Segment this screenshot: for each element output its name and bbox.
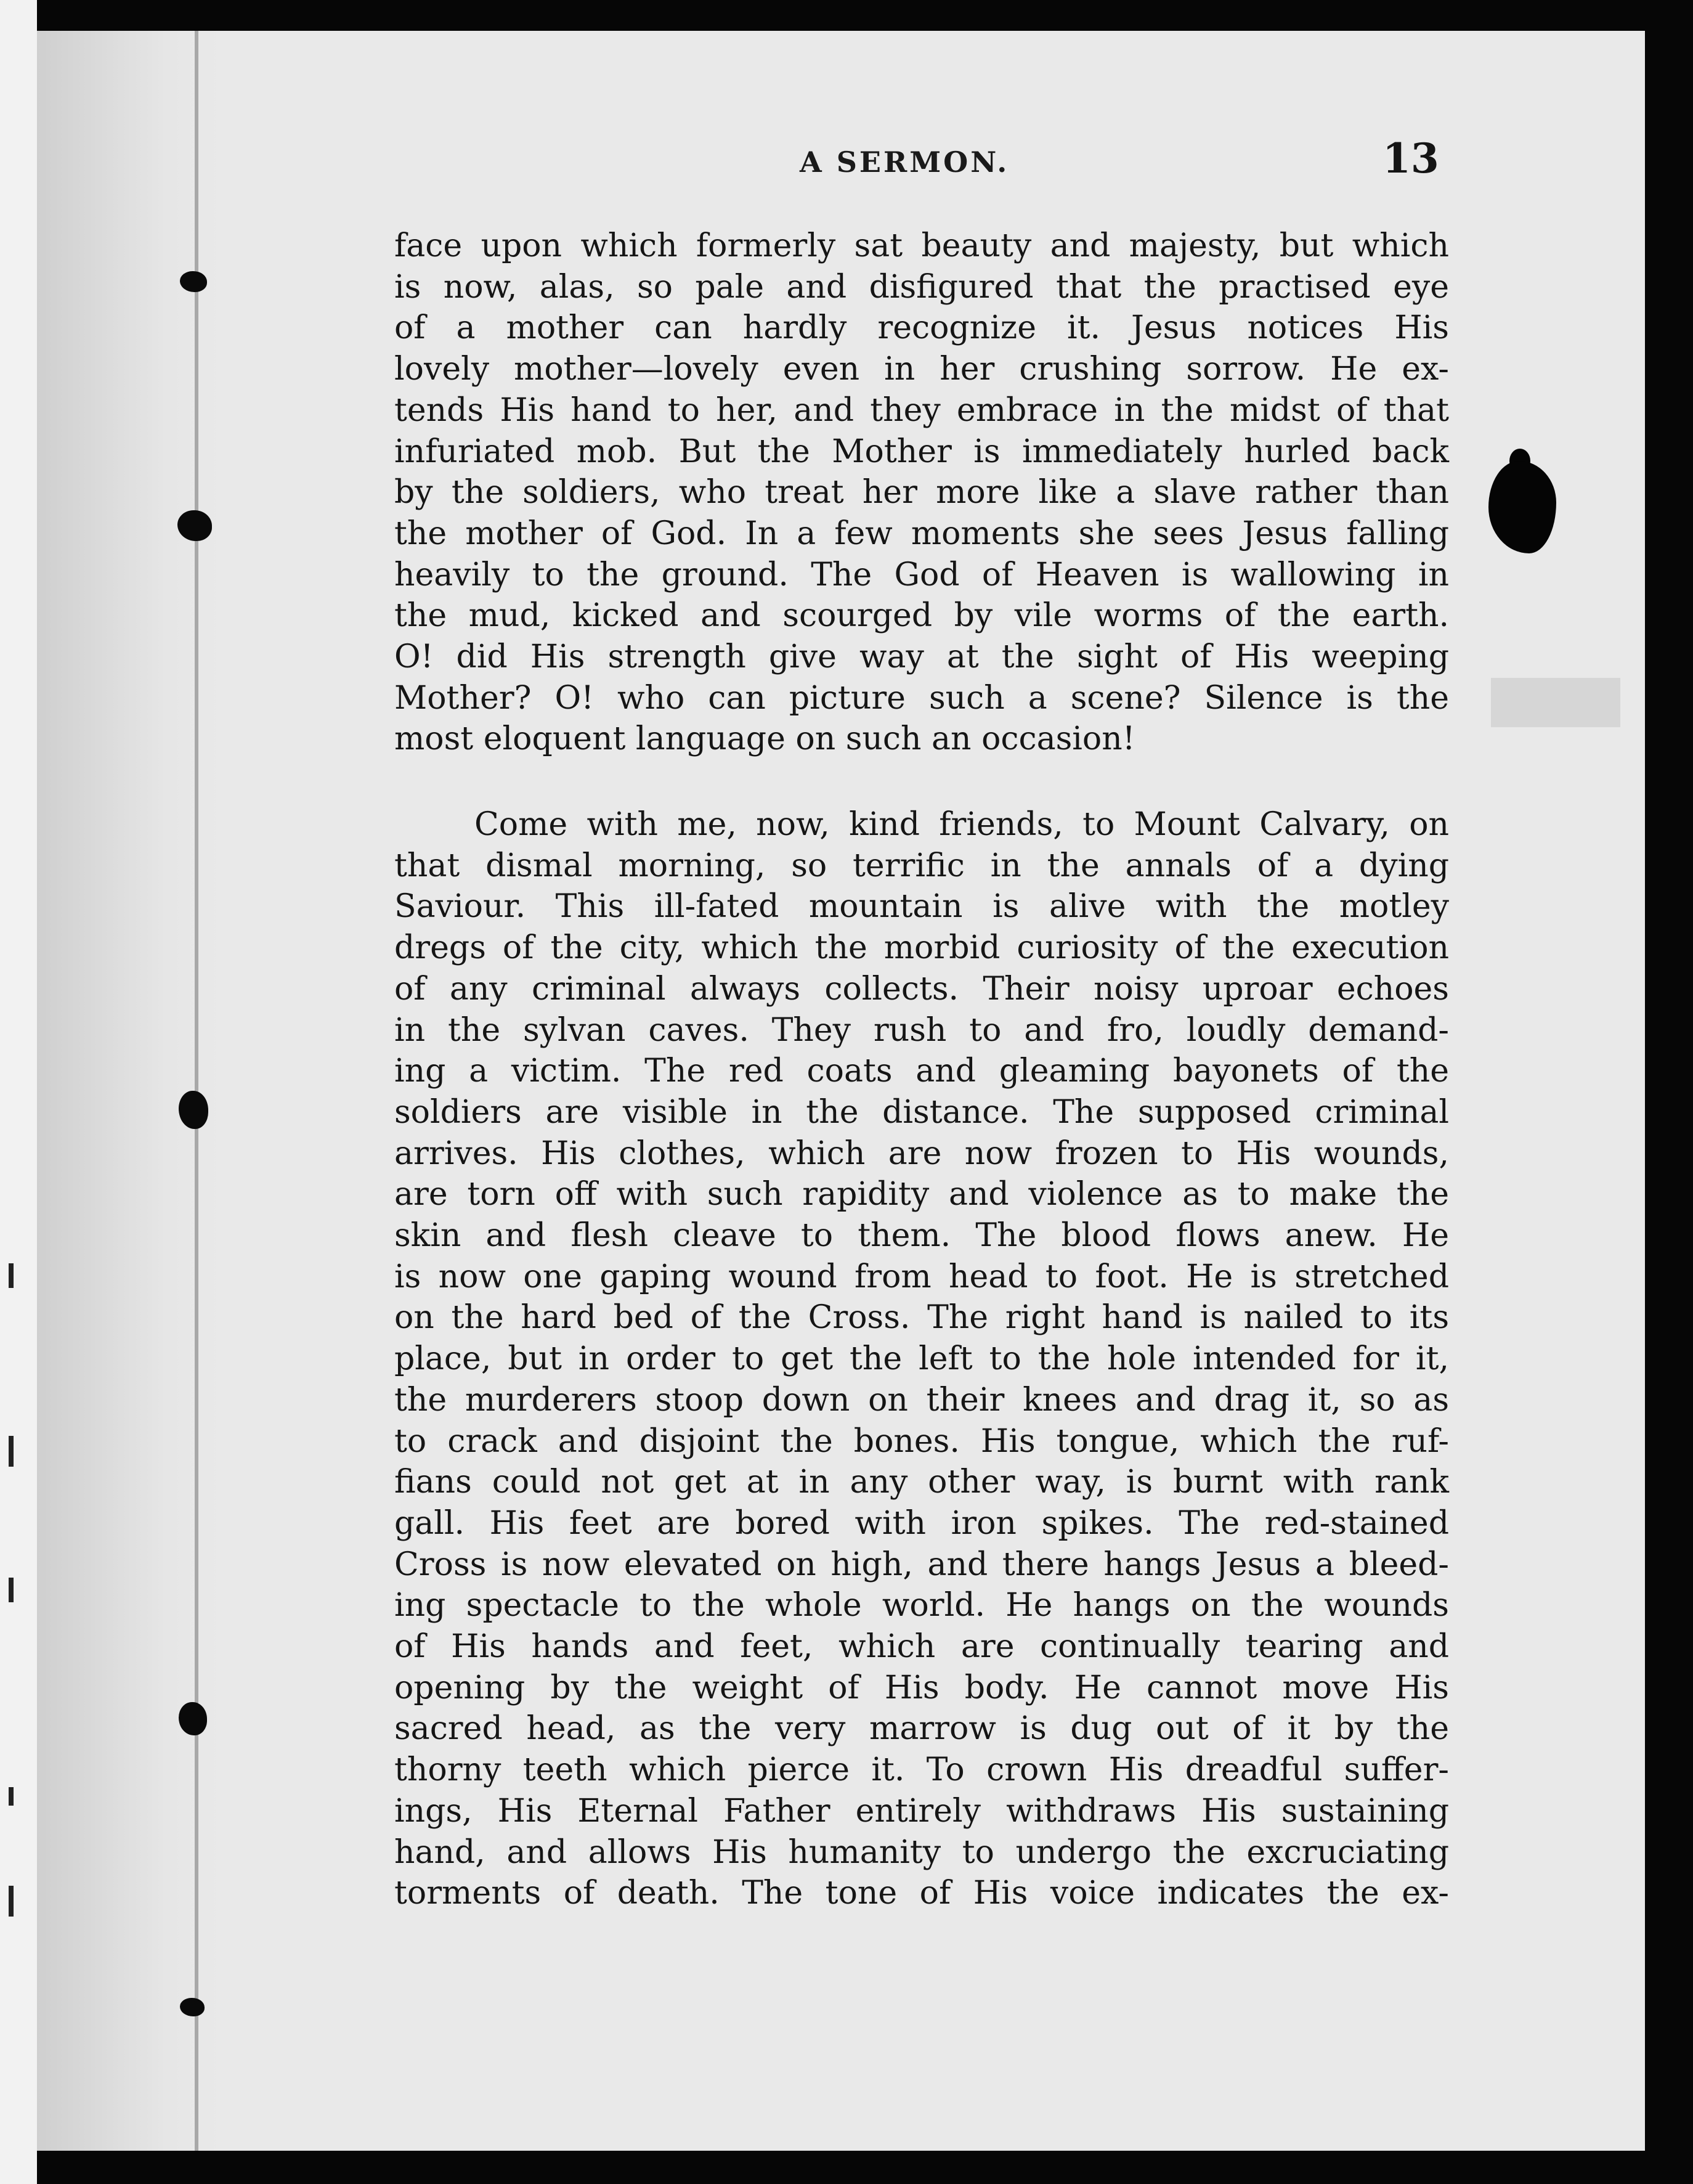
text-line: the mother of God. In a few moments she sees Jesus falling — [394, 515, 1449, 552]
text-line: gall. His feet are bored with iron spikes. The red-stained — [394, 1504, 1449, 1542]
page-number: 13 — [1382, 134, 1439, 182]
text-line: ing a victim. The red coats and gleaming bayonets of the — [394, 1053, 1449, 1090]
paragraph-2 — [394, 804, 1449, 1914]
text-line: that dismal morning, so terrific in the annals of a dying — [394, 847, 1449, 884]
text-line: Mother? O! who can picture such a scene? Silence is the — [394, 679, 1449, 717]
text-line: is now one gaping wound from head to foot. He is stretched — [394, 1258, 1449, 1295]
binding-hole — [179, 1091, 208, 1129]
text-line: most eloquent language on such an occasion! — [394, 720, 1135, 758]
show-through-stain — [1491, 678, 1620, 727]
text-line: of His hands and feet, which are continually tearing and — [394, 1628, 1449, 1666]
text-line: Cross is now elevated on high, and there hangs Jesus a bleed- — [394, 1546, 1449, 1583]
text-line: ings, His Eternal Father entirely withdraws His sustaining — [394, 1792, 1449, 1830]
text-line: lovely mother—lovely even in her crushing sorrow. He ex- — [394, 351, 1449, 388]
binding-hole — [179, 1702, 207, 1735]
text-line: of a mother can hardly recognize it. Jesus notices His — [394, 309, 1449, 347]
text-line: in the sylvan caves. They rush to and fro, loudly demand- — [394, 1011, 1449, 1049]
text-line: thorny teeth which pierce it. To crown His dreadful suffer- — [394, 1751, 1449, 1789]
text-line: on the hard bed of the Cross. The right hand is nailed to its — [394, 1299, 1449, 1337]
text-line: hand, and allows His humanity to undergo the excruciating — [394, 1833, 1449, 1871]
edge-mark — [9, 1787, 14, 1806]
text-line: to crack and disjoint the bones. His tongue, which the ruf- — [394, 1422, 1449, 1460]
text-line: the murderers stoop down on their knees and drag it, so as — [394, 1381, 1449, 1419]
running-head: A SERMON. — [800, 145, 1010, 179]
text-line: ing spectacle to the whole world. He hangs on the wounds — [394, 1587, 1449, 1624]
text-line: O! did His strength give way at the sight of His weeping — [394, 638, 1449, 676]
text-line: the mud, kicked and scourged by vile worms of the earth. — [394, 597, 1449, 635]
text-line: place, but in order to get the left to the hole intended for it, — [394, 1340, 1449, 1378]
text-line: tends His hand to her, and they embrace in the midst of that — [394, 391, 1449, 429]
text-line: sacred head, as the very marrow is dug out of it by the — [394, 1710, 1449, 1748]
text-line: infuriated mob. But the Mother is immediately hurled back — [394, 433, 1449, 470]
text-line: opening by the weight of His body. He cannot move His — [394, 1669, 1449, 1706]
binding-hole — [180, 271, 207, 292]
text-line: are torn off with such rapidity and violence as to make the — [394, 1176, 1449, 1213]
edge-mark — [9, 1436, 14, 1467]
text-line: soldiers are visible in the distance. The supposed criminal — [394, 1093, 1449, 1131]
previous-page-edge — [0, 0, 37, 2184]
binding-hole — [180, 1998, 205, 2016]
binding-hole — [177, 510, 212, 541]
edge-mark — [9, 1886, 14, 1917]
edge-mark — [9, 1263, 14, 1288]
text-line: dregs of the city, which the morbid curiosity of the execution — [394, 929, 1449, 967]
text-line: torments of death. The tone of His voice indicates the ex- — [394, 1875, 1449, 1912]
text-line: Come with me, now, kind friends, to Mount Calvary, on — [474, 806, 1449, 843]
text-line: by the soldiers, who treat her more like a slave rather than — [394, 474, 1449, 511]
text-line: skin and flesh cleave to them. The blood flows anew. He — [394, 1217, 1449, 1255]
text-line: fians could not get at in any other way, is burnt with rank — [394, 1464, 1449, 1501]
text-line: of any criminal always collects. Their noisy uproar echoes — [394, 970, 1449, 1008]
text-line: face upon which formerly sat beauty and majesty, but which — [394, 227, 1449, 264]
edge-mark — [9, 1578, 14, 1602]
text-line: Saviour. This ill-fated mountain is alive with the motley — [394, 888, 1449, 926]
text-line: arrives. His clothes, which are now frozen to His wounds, — [394, 1135, 1449, 1172]
text-line: heavily to the ground. The God of Heaven is wallowing in — [394, 556, 1449, 593]
text-line: is now, alas, so pale and disfigured that the practised eye — [394, 268, 1449, 306]
paragraph-1 — [394, 226, 1449, 760]
